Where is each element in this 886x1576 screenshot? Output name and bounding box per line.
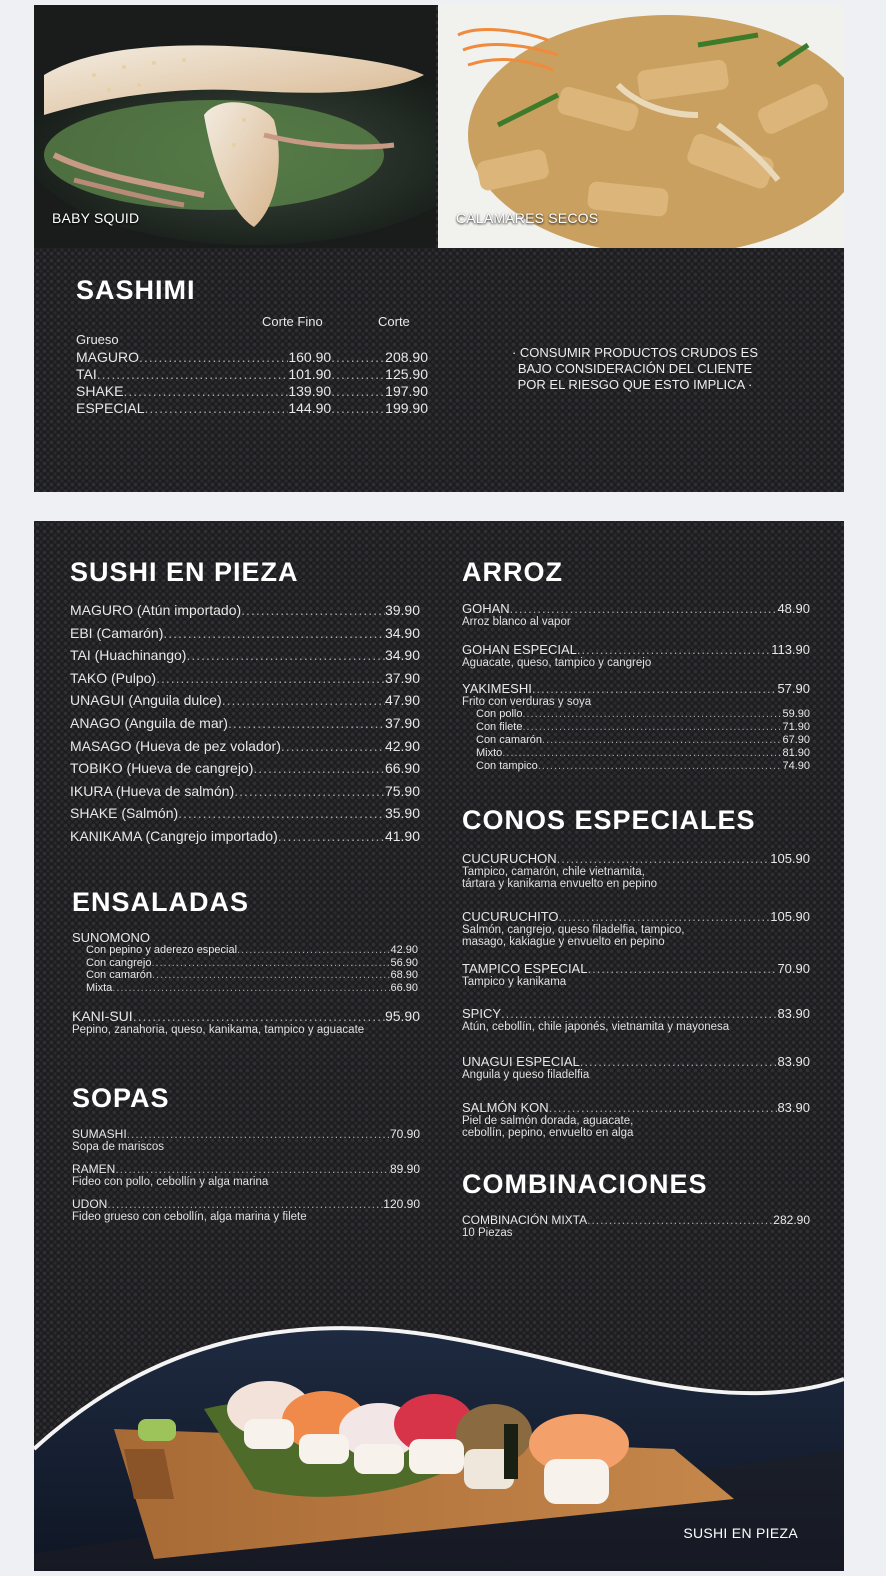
cono-desc: masago, kakiague y envuelto en pepino [462, 936, 665, 948]
sashimi-item-grueso-price: 125.90 [385, 366, 428, 382]
sopa-name: RAMEN [72, 1162, 116, 1176]
sushi-item-price: 75.90 [384, 782, 420, 799]
cono-desc: Anguila y queso filadelfia [462, 1069, 590, 1081]
sushi-item-name: EBI (Camarón) [70, 624, 164, 641]
sashimi-item-name: SHAKE [76, 383, 124, 399]
option-name: Con filete [476, 721, 523, 733]
combinacion-price: 282.90 [773, 1213, 810, 1227]
arroz-title: ARROZ [462, 557, 563, 587]
sashimi-col-fino: Corte Fino [262, 314, 323, 329]
cono-desc: cebollín, pepino, envuelto en alga [462, 1127, 634, 1139]
cono-name: TAMPICO ESPECIAL [462, 961, 588, 976]
gohan-desc: Arroz blanco al vapor [462, 616, 571, 628]
gohan-especial-price: 113.90 [771, 642, 810, 657]
sashimi-item-name: ESPECIAL [76, 400, 145, 416]
sopa-price: 120.90 [383, 1197, 420, 1211]
sashimi-item-maguro [76, 349, 428, 366]
calamares-secos-label: CALAMARES SECOS [456, 210, 599, 226]
sashimi-col-corte: Corte [378, 314, 410, 329]
sunomono-option [86, 969, 418, 982]
sopa-desc: Fideo grueso con cebollín, alga marina y filete [72, 1211, 307, 1223]
sushi-item-name: IKURA (Hueva de salmón) [70, 782, 235, 799]
gohan-especial-item [462, 642, 810, 669]
cono-desc: Piel de salmón dorada, aguacate, [462, 1115, 634, 1127]
sashimi-item-grueso-price: 197.90 [385, 383, 428, 399]
sushi-photo-label: SUSHI EN PIEZA [683, 1525, 798, 1541]
sopa-item [72, 1162, 420, 1188]
sashimi-item-shake [76, 383, 428, 400]
sushi-item [70, 735, 420, 758]
sushi-item-price: 37.90 [384, 669, 420, 686]
option-price: 68.90 [390, 969, 418, 981]
sashimi-item-fino-price: 160.90 [288, 349, 332, 365]
baby-squid-photo [34, 5, 436, 248]
sushi-item [70, 825, 420, 848]
sushi-item [70, 802, 420, 825]
cono-name: SPICY [462, 1006, 502, 1021]
yakimeshi-option [476, 747, 810, 760]
option-price: 66.90 [390, 981, 418, 994]
sashimi-item-name: MAGURO [76, 349, 139, 365]
sushi-item-name: TAKO (Pulpo) [70, 669, 157, 686]
sushi-photo [34, 1299, 844, 1571]
option-name: Con camarón [86, 969, 153, 981]
yakimeshi-price: 57.90 [777, 681, 810, 696]
sunomono-options [86, 944, 418, 994]
cono-item [462, 1006, 810, 1054]
combinacion-desc: 10 Piezas [462, 1227, 513, 1239]
cono-price: 83.90 [777, 1100, 810, 1115]
sashimi-item-especial [76, 400, 428, 417]
gohan-especial-desc: Aguacate, queso, tampico y cangrejo [462, 657, 652, 669]
yakimeshi-item [462, 681, 810, 773]
sopa-item [72, 1127, 420, 1153]
option-name: Con tampico [476, 760, 538, 772]
sushi-item-name: MASAGO (Hueva de pez volador) [70, 737, 281, 754]
sashimi-item-fino-price: 101.90 [288, 366, 332, 382]
cono-desc: Salmón, cangrejo, queso filadelfia, tampico, [462, 924, 685, 936]
cono-name: SALMÓN KON [462, 1100, 549, 1115]
conos-list [462, 851, 810, 1139]
combinaciones-title: COMBINACIONES [462, 1169, 708, 1199]
conos-title: CONOS ESPECIALES [462, 805, 756, 835]
sushi-list [70, 599, 420, 848]
sushi-item [70, 757, 420, 780]
sushi-item-name: TOBIKO (Hueva de cangrejo) [70, 760, 254, 777]
option-price: 56.90 [390, 956, 418, 969]
kanisui-price: 95.90 [384, 1008, 420, 1024]
sunomono-option [86, 944, 418, 957]
kanisui-name: KANI-SUI [72, 1008, 133, 1024]
sushi-item-price: 35.90 [384, 805, 420, 822]
option-name: Con camarón [476, 734, 543, 746]
cono-desc: Tampico y kanikama [462, 976, 567, 988]
sopa-name: UDON [72, 1197, 108, 1211]
yakimeshi-option [476, 721, 810, 734]
sushi-item-price: 37.90 [384, 714, 420, 731]
cono-price: 70.90 [777, 961, 810, 976]
kanisui-item [72, 1008, 420, 1036]
cono-name: CUCURUCHITO [462, 909, 559, 924]
cono-price: 105.90 [770, 851, 810, 866]
sushi-item-price: 42.90 [384, 737, 420, 754]
sashimi-col-grueso: Grueso [76, 332, 119, 347]
sunomono-option [86, 957, 418, 970]
cono-desc: Tampico, camarón, chile vietnamita, [462, 866, 645, 878]
raw-food-notice: · CONSUMIR PRODUCTOS CRUDOS ES BAJO CONSIDERACIÓN DEL CLIENTE POR EL RIESGO QUE ESTO IMPLICA · [511, 345, 759, 392]
sopa-item [72, 1197, 420, 1223]
cono-price: 83.90 [777, 1006, 810, 1021]
sopa-desc: Fideo con pollo, cebollín y alga marina [72, 1176, 269, 1188]
sunomono-name: SUNOMONO [72, 930, 150, 945]
option-price: 74.90 [782, 760, 810, 772]
option-price: 67.90 [782, 734, 810, 746]
sashimi-item-name: TAI [76, 366, 97, 382]
option-name: Con pollo [476, 708, 523, 720]
cono-name: CUCURUCHON [462, 851, 557, 866]
sushi-item-name: SHAKE (Salmón) [70, 805, 179, 822]
gohan-name: GOHAN [462, 601, 510, 616]
option-price: 59.90 [782, 708, 810, 720]
sushi-item-price: 34.90 [384, 624, 420, 641]
gohan-item [462, 601, 810, 628]
option-price: 81.90 [782, 747, 810, 759]
sopa-price: 70.90 [389, 1127, 420, 1141]
combinacion-item [462, 1213, 810, 1239]
combinacion-name: COMBINACIÓN MIXTA [462, 1213, 588, 1227]
sopa-name: SUMASHI [72, 1127, 127, 1141]
yakimeshi-option [476, 734, 810, 747]
ensaladas-title: ENSALADAS [72, 887, 250, 917]
baby-squid-label: BABY SQUID [52, 210, 140, 226]
cono-desc: Atún, cebollín, chile japonés, vietnamita y mayonesa [462, 1021, 730, 1033]
cono-name: UNAGUI ESPECIAL [462, 1054, 580, 1069]
cono-desc: tártara y kanikama envuelto en pepino [462, 878, 657, 890]
sopa-price: 89.90 [389, 1162, 420, 1176]
sushi-item-price: 39.90 [384, 602, 420, 618]
sushi-item-name: MAGURO (Atún importado) [70, 602, 242, 618]
cono-item [462, 851, 810, 909]
sopas-list [72, 1127, 420, 1223]
cono-item [462, 1100, 810, 1139]
sashimi-title: SASHIMI [76, 275, 196, 305]
sashimi-item-fino-price: 144.90 [288, 400, 332, 416]
sunomono-option [86, 982, 418, 995]
cono-item [462, 909, 810, 961]
sushi-item-name: UNAGUI (Anguila dulce) [70, 692, 222, 709]
sopas-title: SOPAS [72, 1083, 170, 1113]
arroz-list [462, 601, 810, 773]
yakimeshi-option [476, 760, 810, 773]
yakimeshi-name: YAKIMESHI [462, 681, 532, 696]
sashimi-item-grueso-price: 208.90 [385, 349, 428, 365]
sushi-item-price: 66.90 [384, 760, 420, 777]
sushi-item [70, 689, 420, 712]
yakimeshi-desc: Frito con verduras y soya [462, 696, 592, 708]
sashimi-item-tai [76, 366, 428, 383]
sushi-item [70, 712, 420, 735]
sushi-item [70, 644, 420, 667]
cono-price: 105.90 [770, 909, 810, 924]
sushi-item-name: TAI (Huachinango) [70, 647, 187, 664]
kanisui-desc: Pepino, zanahoria, queso, kanikama, tampico y aguacate [72, 1024, 365, 1036]
sashimi-panel [34, 5, 844, 492]
gohan-price: 48.90 [777, 601, 810, 616]
sushi-item-price: 47.90 [384, 692, 420, 709]
sushi-item [70, 667, 420, 690]
option-name: Mixto [476, 747, 503, 759]
sushi-item-name: ANAGO (Anguila de mar) [70, 714, 228, 731]
menu-panel [34, 521, 844, 1571]
yakimeshi-option [476, 708, 810, 721]
option-name: Con cangrejo [86, 956, 152, 969]
option-price: 42.90 [390, 944, 418, 956]
gohan-especial-name: GOHAN ESPECIAL [462, 642, 577, 657]
option-name: Con pepino y aderezo especial [86, 944, 238, 956]
cono-item [462, 1054, 810, 1100]
sushi-item [70, 780, 420, 803]
sashimi-item-grueso-price: 199.90 [385, 400, 428, 416]
option-name: Mixta [86, 981, 113, 994]
yakimeshi-options [462, 708, 810, 773]
cono-item [462, 961, 810, 1006]
cono-price: 83.90 [777, 1054, 810, 1069]
sashimi-list [76, 349, 428, 417]
calamares-secos-photo [438, 5, 844, 248]
option-price: 71.90 [782, 721, 810, 733]
sushi-item-name: KANIKAMA (Cangrejo importado) [70, 827, 278, 844]
sashimi-item-fino-price: 139.90 [288, 383, 332, 399]
sushi-item-price: 34.90 [384, 647, 420, 664]
sopa-desc: Sopa de mariscos [72, 1141, 165, 1153]
sushi-item [70, 622, 420, 645]
sushi-item [70, 599, 420, 622]
sushi-title: SUSHI EN PIEZA [70, 557, 299, 587]
sushi-item-price: 41.90 [384, 827, 420, 844]
